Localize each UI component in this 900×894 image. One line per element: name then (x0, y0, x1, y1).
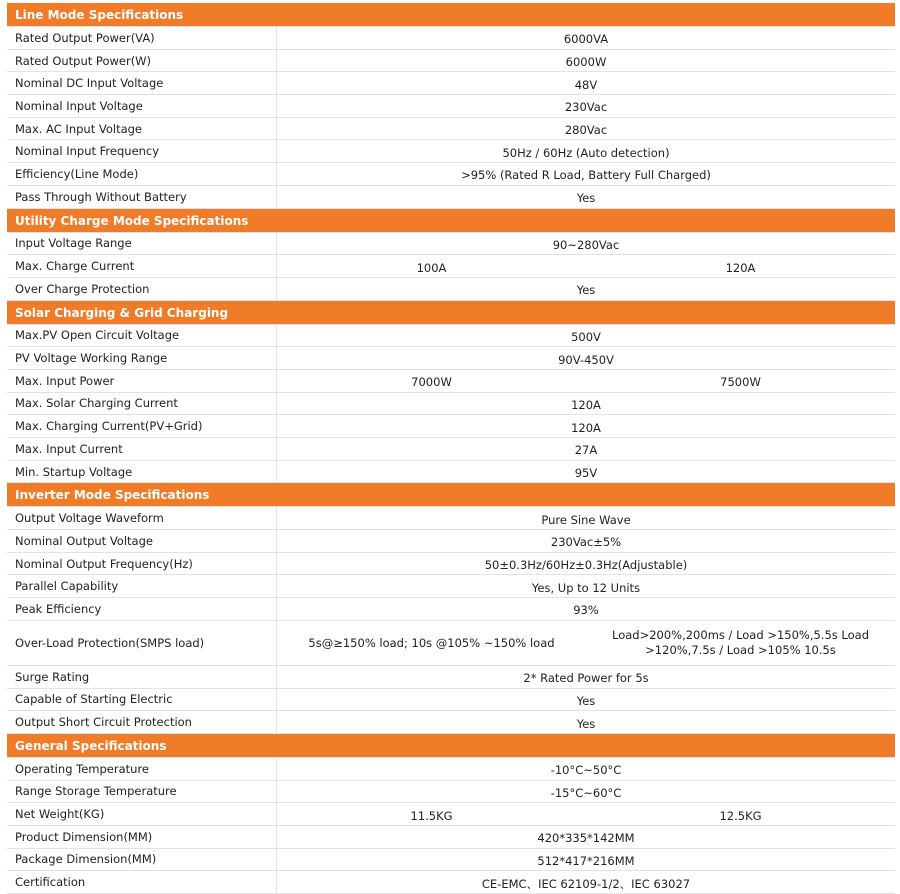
spec-label: Parallel Capability (7, 575, 277, 597)
spec-row (7, 598, 895, 621)
spec-values (277, 598, 895, 620)
spec-value: Yes (576, 283, 596, 298)
spec-row (7, 186, 895, 209)
spec-row (7, 415, 895, 438)
spec-values (277, 370, 895, 392)
spec-label: Max. Input Current (7, 438, 277, 460)
spec-label: Operating Temperature (7, 758, 277, 780)
spec-row (7, 72, 895, 95)
spec-value: 420*335*142MM (537, 831, 635, 846)
spec-row (7, 255, 895, 278)
spec-values (277, 530, 895, 552)
spec-value: 27A (574, 443, 598, 458)
spec-value: Load>200%,200ms / Load >150%,5.5s Load >120%,7.5s / Load >105% 10.5s (611, 628, 870, 658)
spec-label: Capable of Starting Electric (7, 689, 277, 711)
spec-value: 50Hz / 60Hz (Auto detection) (502, 145, 670, 160)
spec-value: 11.5KG (410, 808, 453, 823)
spec-label: Over Charge Protection (7, 278, 277, 300)
spec-row (7, 621, 895, 666)
spec-value: Yes, Up to 12 Units (531, 580, 641, 595)
spec-label: Efficiency(Line Mode) (7, 163, 277, 185)
spec-value: 2* Rated Power for 5s (523, 671, 649, 686)
spec-label: Peak Efficiency (7, 598, 277, 620)
spec-label: Rated Output Power(VA) (7, 27, 277, 49)
spec-value: 120A (725, 260, 756, 275)
spec-value: CE-EMC、IEC 62109-1/2、IEC 63027 (481, 876, 691, 891)
spec-value: 95V (574, 466, 598, 481)
spec-label: Nominal Input Voltage (7, 95, 277, 117)
specification-table (7, 3, 895, 894)
spec-values (277, 781, 895, 803)
spec-label: Nominal Output Frequency(Hz) (7, 553, 277, 575)
spec-values (277, 849, 895, 871)
spec-row (7, 666, 895, 689)
spec-values (277, 278, 895, 300)
spec-row (7, 325, 895, 348)
spec-label: Nominal Input Frequency (7, 140, 277, 162)
spec-label: Max. Charge Current (7, 255, 277, 277)
spec-label: Net Weight(KG) (7, 803, 277, 825)
spec-row (7, 803, 895, 826)
spec-label: Certification (7, 871, 277, 893)
spec-row (7, 118, 895, 141)
spec-values (277, 871, 895, 893)
spec-value: 48V (574, 77, 598, 92)
spec-row (7, 758, 895, 781)
spec-value: 6000VA (563, 32, 609, 47)
spec-value: 120A (571, 397, 601, 412)
spec-label: Output Voltage Waveform (7, 507, 277, 529)
spec-values (277, 255, 895, 277)
spec-row (7, 370, 895, 393)
spec-values (277, 186, 895, 208)
spec-row (7, 278, 895, 301)
spec-value: 7000W (411, 375, 452, 390)
spec-label: Min. Startup Voltage (7, 461, 277, 483)
spec-values (277, 666, 895, 688)
spec-label: Package Dimension(MM) (7, 849, 277, 871)
spec-row (7, 871, 895, 894)
spec-value: 500V (571, 329, 601, 344)
spec-values (277, 689, 895, 711)
spec-row (7, 507, 895, 530)
spec-label: Nominal DC Input Voltage (7, 72, 277, 94)
section-header: Utility Charge Mode Specifications (7, 209, 895, 233)
spec-row (7, 849, 895, 872)
spec-label: Pass Through Without Battery (7, 186, 277, 208)
spec-values (277, 163, 895, 185)
spec-values (277, 72, 895, 94)
spec-row (7, 781, 895, 804)
spec-label: Surge Rating (7, 666, 277, 688)
spec-row (7, 826, 895, 849)
spec-value: 12.5KG (719, 808, 762, 823)
spec-values (277, 393, 895, 415)
spec-row (7, 347, 895, 370)
spec-value: Yes (576, 191, 596, 206)
spec-values (277, 553, 895, 575)
spec-row (7, 553, 895, 576)
spec-label: Product Dimension(MM) (7, 826, 277, 848)
spec-values (277, 758, 895, 780)
spec-label: Max. Input Power (7, 370, 277, 392)
spec-row (7, 438, 895, 461)
section-header: Line Mode Specifications (7, 3, 895, 27)
spec-value: 90~280Vac (552, 237, 620, 252)
spec-value: 512*417*216MM (537, 853, 635, 868)
spec-values (277, 826, 895, 848)
spec-row (7, 461, 895, 484)
spec-values (277, 438, 895, 460)
spec-row (7, 711, 895, 734)
spec-value: 50±0.3Hz/60Hz±0.3Hz(Adjustable) (484, 558, 688, 573)
spec-label: Max. AC Input Voltage (7, 118, 277, 140)
spec-value: 93% (573, 603, 599, 618)
spec-value: -15°C~60°C (550, 785, 622, 800)
spec-label: Input Voltage Range (7, 233, 277, 255)
spec-label: Output Short Circuit Protection (7, 711, 277, 733)
spec-values (277, 461, 895, 483)
spec-values (277, 325, 895, 347)
spec-label: Max. Charging Current(PV+Grid) (7, 415, 277, 437)
spec-value: 6000W (565, 55, 607, 70)
spec-label: Max.PV Open Circuit Voltage (7, 325, 277, 347)
spec-value: 7500W (720, 375, 761, 390)
spec-value: 5s@≥150% load; 10s @105% ~150% load (308, 635, 555, 650)
spec-value: Yes (576, 693, 596, 708)
spec-values (277, 803, 895, 825)
spec-values (277, 118, 895, 140)
spec-values (277, 27, 895, 49)
spec-value: 120A (571, 420, 601, 435)
spec-values (277, 95, 895, 117)
spec-label: Over-Load Protection(SMPS load) (7, 621, 277, 665)
spec-value: 230Vac±5% (550, 535, 622, 550)
spec-label: Range Storage Temperature (7, 781, 277, 803)
spec-value: 230Vac (564, 100, 608, 115)
spec-values (277, 347, 895, 369)
spec-row (7, 27, 895, 50)
spec-values (277, 233, 895, 255)
spec-values (277, 140, 895, 162)
spec-row (7, 530, 895, 553)
spec-value: -10°C~50°C (550, 763, 622, 778)
spec-row (7, 393, 895, 416)
spec-label: Nominal Output Voltage (7, 530, 277, 552)
spec-row (7, 140, 895, 163)
spec-value: 90V-450V (558, 352, 614, 367)
spec-row (7, 575, 895, 598)
spec-label: Max. Solar Charging Current (7, 393, 277, 415)
spec-values (277, 415, 895, 437)
spec-row (7, 233, 895, 256)
spec-values (277, 575, 895, 597)
spec-values (277, 711, 895, 733)
spec-row (7, 50, 895, 73)
spec-value: >95% (Rated R Load, Battery Full Charged) (461, 168, 711, 183)
spec-values (277, 621, 895, 665)
spec-value: 280Vac (564, 123, 608, 138)
spec-value: 100A (416, 260, 447, 275)
spec-row (7, 689, 895, 712)
spec-values (277, 50, 895, 72)
section-header: Solar Charging & Grid Charging (7, 301, 895, 325)
spec-row (7, 163, 895, 186)
spec-label: PV Voltage Working Range (7, 347, 277, 369)
spec-row (7, 95, 895, 118)
spec-values (277, 507, 895, 529)
spec-value: Pure Sine Wave (541, 512, 631, 527)
spec-label: Rated Output Power(W) (7, 50, 277, 72)
section-header: Inverter Mode Specifications (7, 483, 895, 507)
section-header: General Specifications (7, 734, 895, 758)
spec-value: Yes (576, 716, 596, 731)
